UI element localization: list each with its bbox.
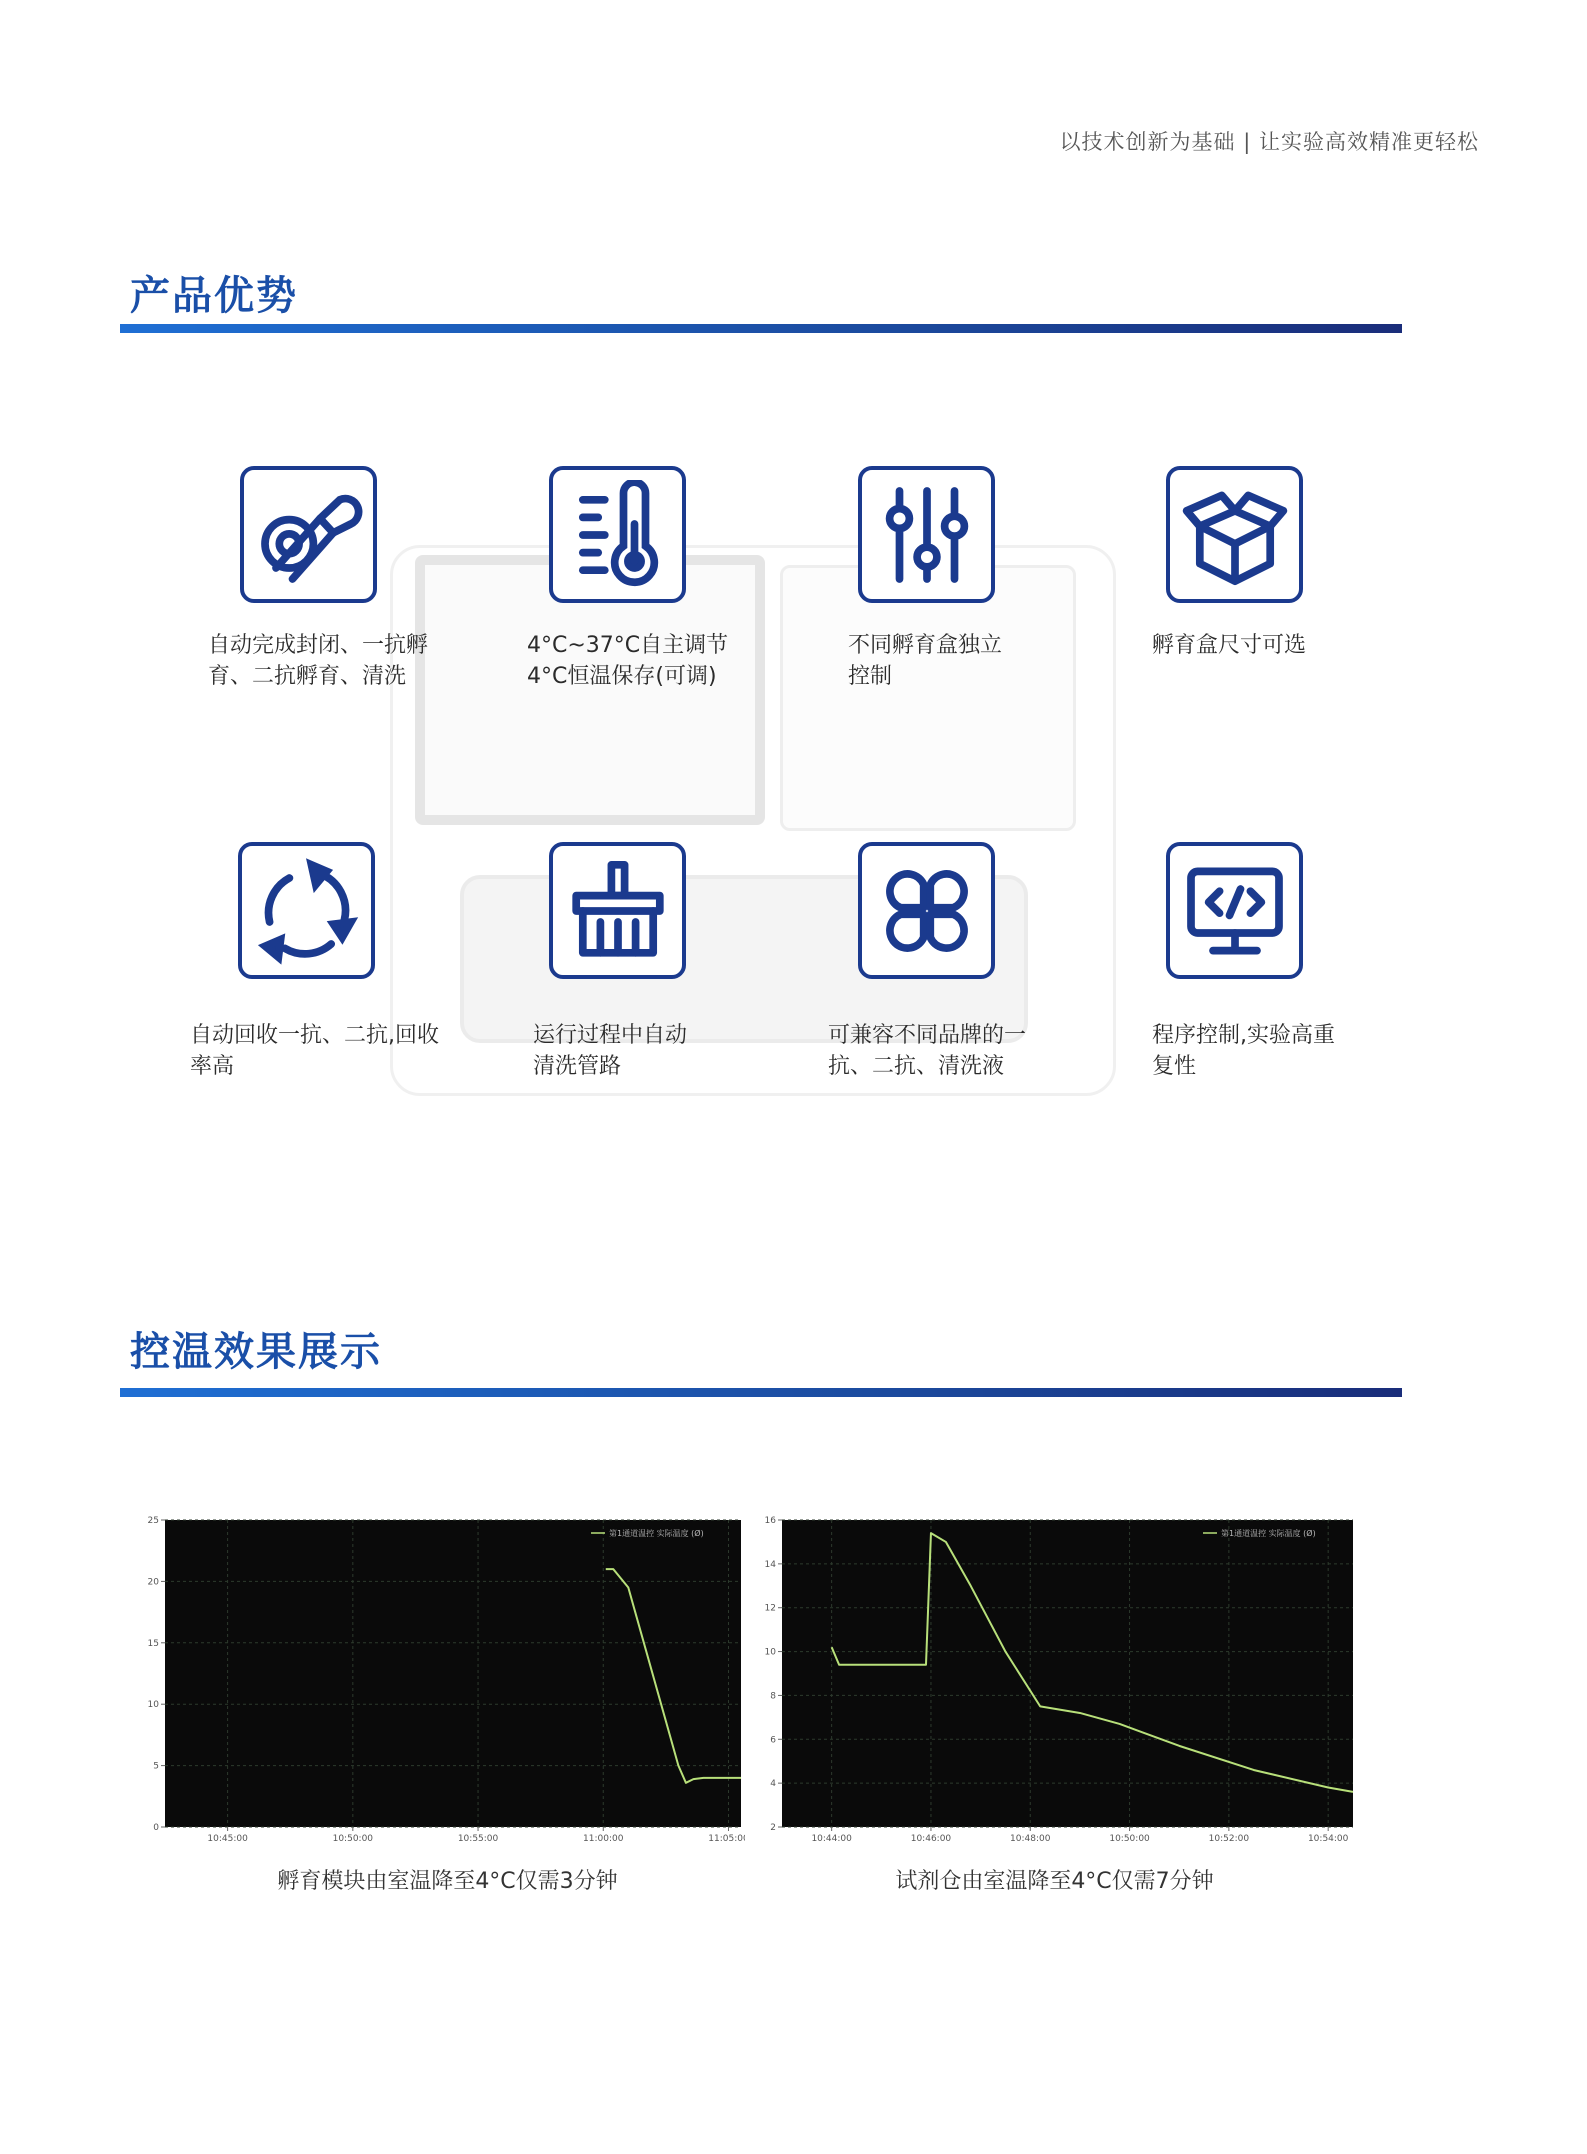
x-tick-label: 10:46:00	[910, 1834, 952, 1844]
feature-text-auto-process: 自动完成封闭、一抗孵 育、二抗孵育、清洗	[208, 633, 429, 689]
thermometer-icon	[549, 466, 686, 603]
x-tick-label: 11:05:00	[708, 1834, 745, 1844]
header-slogan: 以技术创新为基础 | 让实验高效精准更轻松	[1059, 130, 1479, 154]
plot-area	[782, 1520, 1353, 1827]
box-icon	[1166, 466, 1303, 603]
feature-temperature	[549, 466, 789, 603]
temperature-rule	[120, 1388, 1402, 1397]
feature-text-program-control: 程序控制,实验高重 复性	[1152, 1023, 1335, 1079]
feature-text-box-size: 孵育盒尺寸可选	[1152, 633, 1307, 658]
feature-auto-process	[240, 466, 480, 603]
feature-text-independent-control: 不同孵育盒独立 控制	[848, 633, 1003, 689]
x-tick-label: 11:00:00	[583, 1834, 624, 1844]
y-tick-label: 25	[147, 1516, 159, 1526]
y-tick-label: 14	[764, 1559, 776, 1570]
feature-text-recycle: 自动回收一抗、二抗,回收 率高	[190, 1023, 439, 1079]
x-tick-label: 10:50:00	[332, 1834, 374, 1844]
clover-icon	[858, 842, 995, 979]
feature-program-control	[1166, 842, 1406, 979]
chart-caption-incubation: 孵育模块由室温降至4°C仅需3分钟	[277, 1869, 618, 1894]
feature-auto-clean	[549, 842, 789, 979]
device-background-image	[390, 545, 1110, 1090]
x-tick-label: 10:45:00	[207, 1834, 248, 1844]
x-tick-label: 10:50:00	[1109, 1834, 1150, 1844]
feature-independent-control	[858, 466, 1098, 603]
recycle-icon	[238, 842, 375, 979]
y-tick-label: 5	[153, 1761, 159, 1772]
advantages-title: 产品优势	[130, 273, 298, 319]
y-tick-label: 10	[147, 1700, 159, 1711]
code-monitor-icon	[1166, 842, 1303, 979]
legend-label: 第1通道温控 实际温度 (Ø)	[1221, 1529, 1316, 1538]
chart-reagent-svg	[752, 1512, 1357, 1857]
x-tick-label: 10:54:00	[1307, 1834, 1349, 1844]
y-tick-label: 20	[147, 1577, 159, 1588]
feature-text-compatibility: 可兼容不同品牌的一 抗、二抗、清洗液	[828, 1023, 1027, 1079]
chart-incubation-svg	[135, 1512, 745, 1857]
sliders-icon	[858, 466, 995, 603]
chart-reagent-chamber	[752, 1512, 1357, 1861]
feature-recycle	[238, 842, 478, 979]
feature-text-temperature: 4°C~37°C自主调节 4°C恒温保存(可调)	[527, 633, 729, 689]
y-tick-label: 16	[764, 1516, 776, 1526]
y-tick-label: 15	[147, 1638, 159, 1649]
wrench-icon	[240, 466, 377, 603]
brush-icon	[549, 842, 686, 979]
temperature-title: 控温效果展示	[130, 1329, 382, 1375]
chart-caption-reagent: 试剂仓由室温降至4°C仅需7分钟	[895, 1869, 1214, 1894]
feature-box-size	[1166, 466, 1406, 603]
y-tick-label: 12	[764, 1603, 776, 1614]
feature-text-auto-clean: 运行过程中自动 清洗管路	[533, 1023, 688, 1079]
advantages-rule	[120, 324, 1402, 333]
x-tick-label: 10:55:00	[457, 1834, 499, 1844]
y-tick-label: 4	[770, 1779, 776, 1790]
y-tick-label: 2	[770, 1823, 776, 1833]
feature-compatibility	[858, 842, 1098, 979]
plot-area	[165, 1520, 741, 1827]
y-tick-label: 10	[764, 1647, 776, 1658]
y-tick-label: 8	[770, 1691, 776, 1702]
x-tick-label: 10:44:00	[811, 1834, 852, 1844]
x-tick-label: 10:48:00	[1010, 1834, 1051, 1844]
x-tick-label: 10:52:00	[1208, 1834, 1250, 1844]
y-tick-label: 0	[153, 1823, 159, 1833]
y-tick-label: 6	[770, 1735, 776, 1746]
chart-incubation-module	[135, 1512, 745, 1861]
legend-label: 第1通道温控 实际温度 (Ø)	[609, 1529, 704, 1538]
